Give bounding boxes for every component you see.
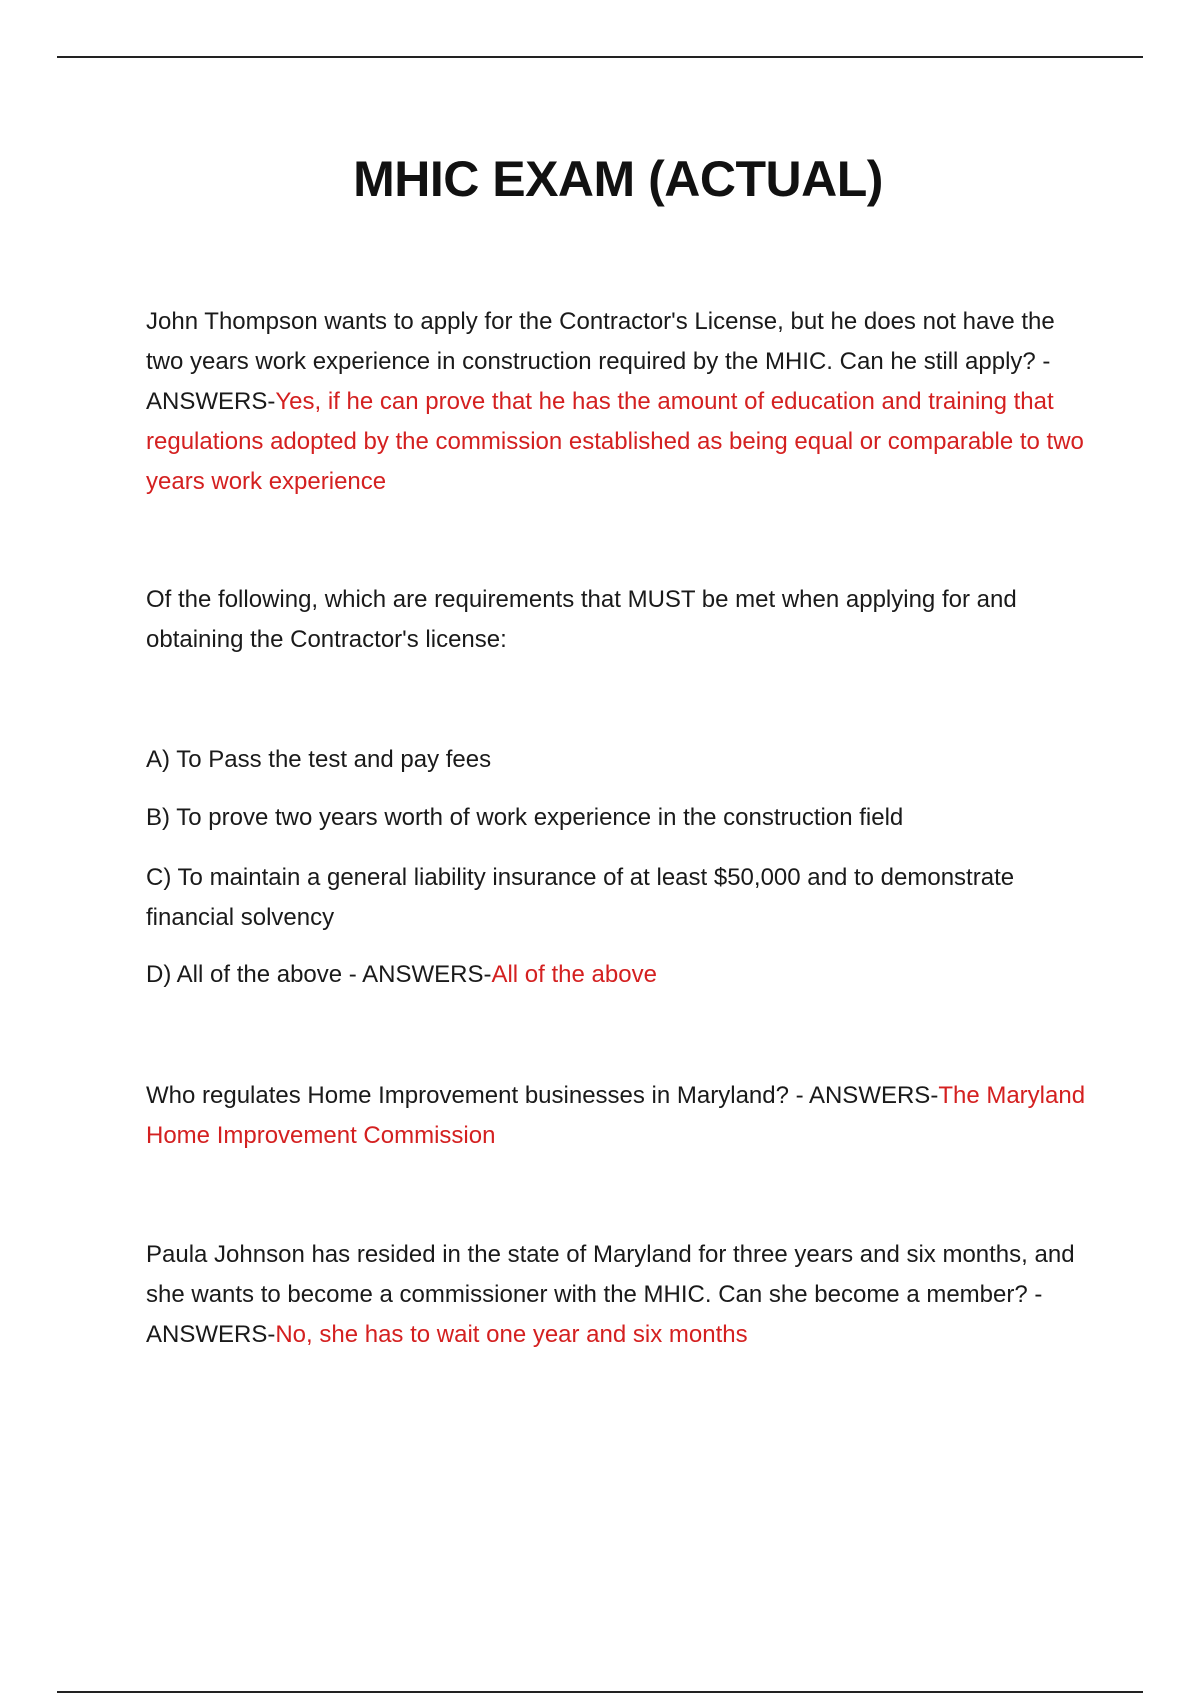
question-3-text: Who regulates Home Improvement businesses in Maryland? - ANSWERS- [146,1082,939,1109]
question-4-text: Paula Johnson has resided in the state of Maryland for three years and six months, and she wants to become a commissioner with the MHIC. Can she become a member? - ANSWERS- [146,1241,1075,1348]
option-a-text: A) To Pass the test and pay fees [146,746,492,773]
question-2-text: Of the following, which are requirements that MUST be met when applying for and obtaining the Contractor's license: [146,586,1017,653]
question-2-answer: All of the above [491,961,657,988]
question-4 [146,1235,1096,1355]
question-1 [146,302,1096,502]
question-1-text: John Thompson wants to apply for the Contractor's License, but he does not have the two years work experience in construction required by the MHIC. Can he still apply? - ANSWERS- [146,308,1055,415]
question-3-answer: The Maryland Home Improvement Commission [146,1082,1086,1149]
option-a [146,740,1096,780]
option-b [146,798,1096,838]
bottom-rule [57,1691,1143,1693]
question-4-answer: No, she has to wait one year and six months [275,1321,748,1348]
option-d-text: D) All of the above - ANSWERS- [146,961,492,988]
question-1-answer: Yes, if he can prove that he has the amount of education and training that regulations adopted by the commission established as being equal or comparable to two years work experience [146,388,1084,495]
option-d [146,955,1096,995]
question-3 [146,1076,1096,1156]
question-2 [146,580,1096,660]
document-title: MHIC EXAM (ACTUAL) [353,151,883,207]
option-c [146,858,1096,938]
option-c-text: C) To maintain a general liability insurance of at least $50,000 and to demonstrate financial solvency [146,864,1015,931]
option-b-text: B) To prove two years worth of work experience in the construction field [146,804,904,831]
top-rule [57,56,1143,58]
